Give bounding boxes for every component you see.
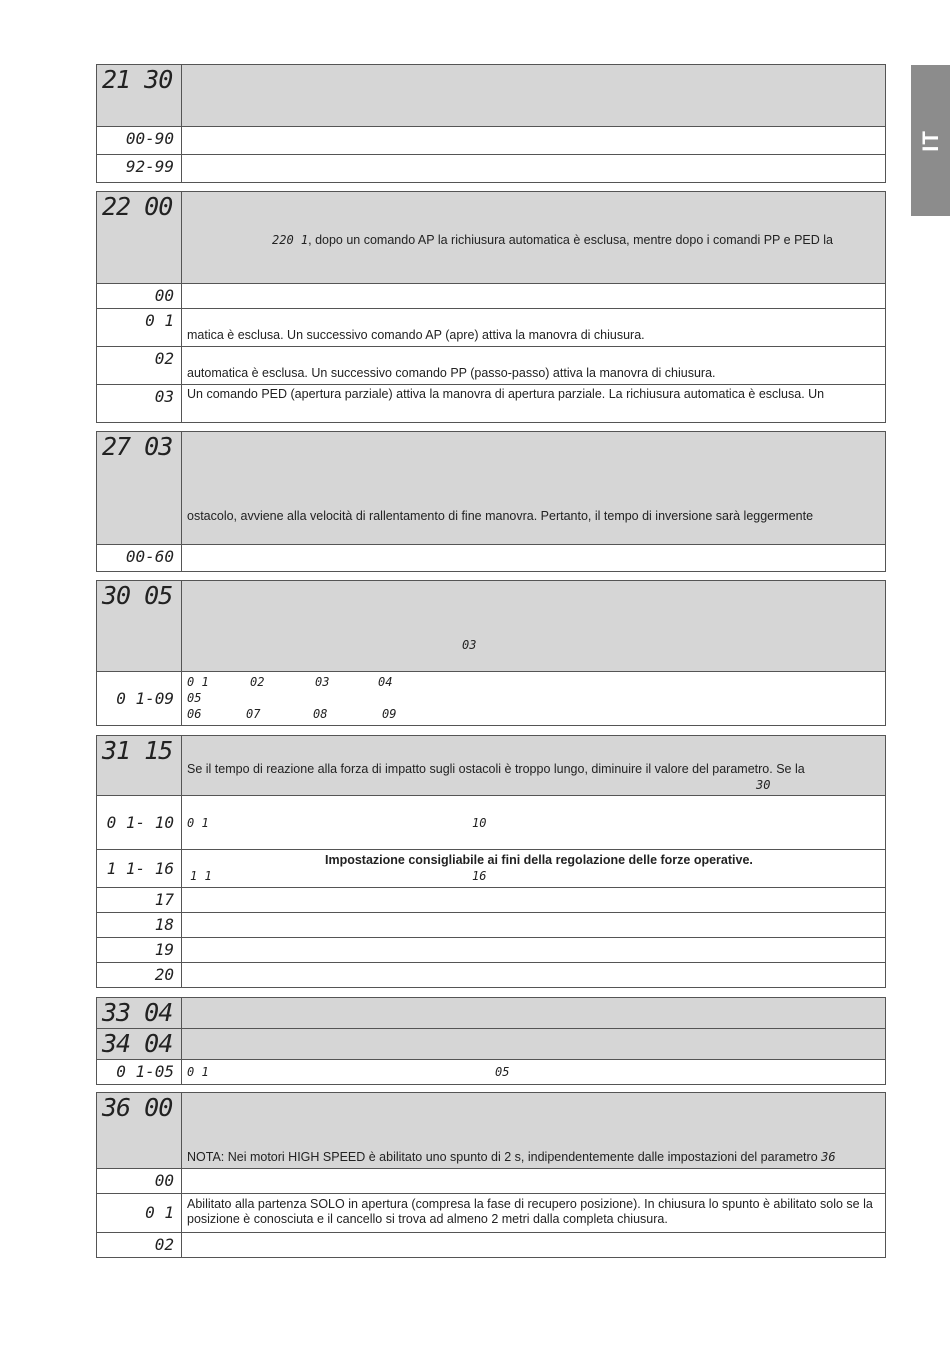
param-27-range-desc (182, 545, 886, 572)
param-36-description (182, 1093, 886, 1169)
param-22-value-02: 02 (97, 347, 182, 385)
param-30-value: 04 (378, 675, 393, 689)
param-30-value: 03 (315, 675, 330, 689)
param-33-code-cell (97, 998, 182, 1029)
param-30-value: 07 (246, 707, 261, 721)
param-30-code-cell (97, 581, 182, 672)
param-27-code-cell (97, 432, 182, 545)
language-tab-label: IT (917, 129, 943, 152)
param-31-code: 31 15 (102, 736, 173, 765)
param-21-code: 21 30 (102, 65, 173, 94)
param-36-note: NOTA: Nei motori HIGH SPEED è abilitato uno spunto di 2 s, indipendentemente dalle impostazioni del parametro (187, 1150, 818, 1164)
param-31-range-a: 0 1- 10 (97, 796, 182, 850)
param-31-header-text: Se il tempo di reazione alla forza di impatto sugli ostacoli è troppo lungo, diminuire il valore del parametro. Se la (187, 762, 805, 776)
param-34-code-cell (97, 1029, 182, 1060)
param-33-range: 0 1-05 (97, 1060, 182, 1085)
param-31-table (96, 735, 886, 988)
param-31-value: 10 (472, 816, 487, 830)
param-27-table (96, 431, 886, 572)
param-30-value: 02 (250, 675, 265, 689)
param-36-table (96, 1092, 886, 1258)
param-22-table (96, 191, 886, 423)
param-22-code: 22 00 (102, 192, 173, 221)
param-31-value-20: 20 (97, 963, 182, 988)
param-27-code: 27 03 (102, 432, 173, 461)
param-31-value: 16 (472, 869, 487, 883)
param-22-value-00-desc (182, 284, 886, 309)
param-36-inline-code: 36 (821, 1150, 836, 1164)
param-31-range-b: 1 1- 16 (97, 850, 182, 888)
param-31-description (182, 736, 886, 796)
param-22-code-cell (97, 192, 182, 284)
param-31-recommended-note: Impostazione consigliabile ai fini della regolazione delle forze operative. (325, 853, 753, 867)
param-30-description (182, 581, 886, 672)
param-21-description (182, 65, 886, 127)
param-36-value-02: 02 (97, 1233, 182, 1258)
param-30-value: 06 (187, 707, 202, 721)
param-31-value-18-desc (182, 913, 886, 938)
param-31-value-19-desc (182, 938, 886, 963)
param-33-description (182, 998, 886, 1029)
param-36-value-01-desc: Abilitato alla partenza SOLO in apertura (compresa la fase di recupero posizione). In chiusura lo spunto è abilitato solo se la posizione è conosciuta e il cancello si trova ad almeno 2 metri dalla completa chiusura. (182, 1194, 886, 1233)
param-21-range-2-desc (182, 155, 886, 183)
param-22-value-03-desc: Un comando PED (apertura parziale) attiva la manovra di apertura parziale. La richiusura automatica è esclusa. Un (182, 385, 886, 423)
param-21-range-2: 92-99 (97, 155, 182, 183)
param-36-code-cell (97, 1093, 182, 1169)
param-21-code-cell (97, 65, 182, 127)
param-31-value-19: 19 (97, 938, 182, 963)
param-27-description: ostacolo, avviene alla velocità di rallentamento di fine manovra. Pertanto, il tempo di inversione sarà leggermente (182, 432, 886, 545)
param-36-value-01: 0 1 (97, 1194, 182, 1233)
param-31-range-b-desc (182, 850, 886, 888)
param-31-value-17: 17 (97, 888, 182, 913)
param-22-value-01-desc: matica è esclusa. Un successivo comando AP (apre) attiva la manovra di chiusura. (182, 309, 886, 347)
param-22-value-02-desc: automatica è esclusa. Un successivo comando PP (passo-passo) attiva la manovra di chiusura. (182, 347, 886, 385)
param-36-value-00: 00 (97, 1169, 182, 1194)
param-21-range-1-desc (182, 127, 886, 155)
param-36-value-02-desc (182, 1233, 886, 1258)
param-30-value: 0 1 (187, 675, 209, 689)
param-30-value: 05 (187, 691, 202, 705)
param-31-value-17-desc (182, 888, 886, 913)
param-33-value: 0 1 (187, 1065, 209, 1079)
param-30-value: 08 (313, 707, 328, 721)
param-22-value-01: 0 1 (97, 309, 182, 347)
param-31-code-cell (97, 736, 182, 796)
param-21-range-1: 00-90 (97, 127, 182, 155)
param-36-code: 36 00 (102, 1093, 173, 1122)
language-tab (911, 65, 950, 216)
param-30-table (96, 580, 886, 726)
param-31-value-18: 18 (97, 913, 182, 938)
param-21-table (96, 64, 886, 183)
param-22-value-03: 03 (97, 385, 182, 423)
param-34-code: 34 04 (102, 1029, 173, 1058)
param-30-inline-value: 03 (462, 638, 477, 652)
param-22-inline-code: 220 1 (272, 233, 309, 247)
param-22-header-text: , dopo un comando AP la richiusura automatica è esclusa, mentre dopo i comandi PP e PED la (308, 233, 833, 247)
param-31-value: 1 1 (190, 869, 212, 883)
param-33-34-table (96, 997, 886, 1085)
param-22-description (182, 192, 886, 284)
param-31-value: 0 1 (187, 816, 209, 830)
param-34-description (182, 1029, 886, 1060)
param-30-code: 30 05 (102, 581, 173, 610)
param-33-value: 05 (495, 1065, 510, 1079)
param-27-range: 00-60 (97, 545, 182, 572)
param-36-value-00-desc (182, 1169, 886, 1194)
param-22-value-00: 00 (97, 284, 182, 309)
param-30-range: 0 1-09 (97, 672, 182, 726)
param-33-range-desc (182, 1060, 886, 1085)
param-31-range-a-desc (182, 796, 886, 850)
param-31-inline-value: 30 (756, 778, 771, 792)
param-33-code: 33 04 (102, 998, 173, 1027)
param-31-value-20-desc (182, 963, 886, 988)
param-30-value: 09 (382, 707, 397, 721)
param-30-range-desc (182, 672, 886, 726)
